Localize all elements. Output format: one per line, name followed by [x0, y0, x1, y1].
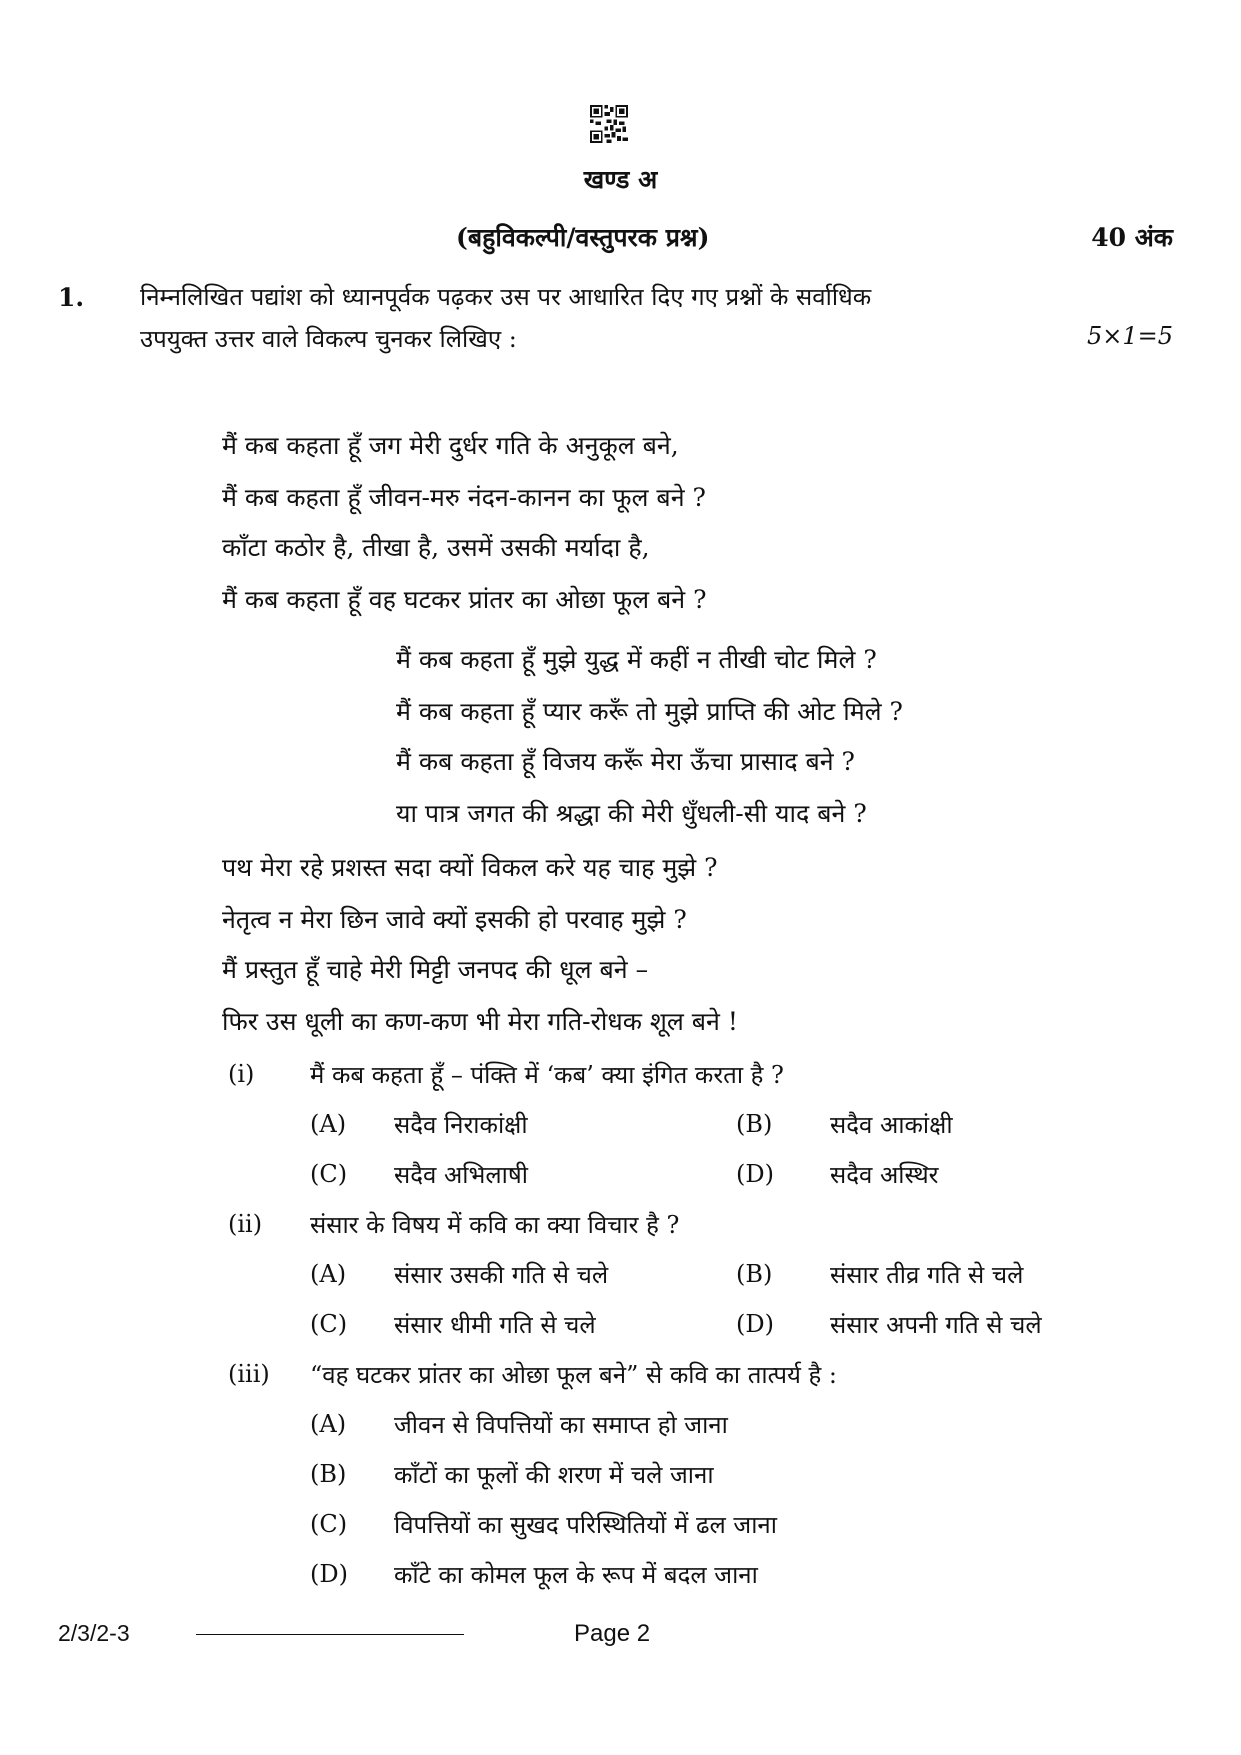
- option-text: सदैव अस्थिर: [830, 1161, 939, 1189]
- option-label: (B): [736, 1260, 773, 1288]
- option-text: सदैव अभिलाषी: [394, 1161, 528, 1189]
- option-label: (C): [310, 1510, 348, 1538]
- question-text-line: उपयुक्त उत्तर वाले विकल्प चुनकर लिखिए :: [140, 325, 517, 353]
- poem-line: मैं प्रस्तुत हूँ चाहे मेरी मिट्टी जनपद की धूल बने –: [222, 955, 649, 984]
- option-label: (A): [310, 1410, 347, 1438]
- qr-code: [590, 104, 628, 144]
- option-label: (D): [310, 1560, 348, 1588]
- poem-line: मैं कब कहता हूँ मुझे युद्ध में कहीं न तीखी चोट मिले ?: [396, 645, 877, 674]
- section-marks: 40 अंक: [1091, 223, 1173, 252]
- question-number: 1.: [58, 283, 85, 312]
- section-subtitle: (बहुविकल्पी/वस्तुपरक प्रश्न): [456, 223, 710, 252]
- poem-line: या पात्र जगत की श्रद्धा की मेरी धुँधली-सी याद बने ?: [396, 799, 867, 828]
- option-text: सदैव निराकांक्षी: [394, 1111, 528, 1139]
- option-text: काँटे का कोमल फूल के रूप में बदल जाना: [394, 1561, 758, 1589]
- subquestion-label: (ii): [228, 1210, 263, 1238]
- option-label: (C): [310, 1160, 348, 1188]
- question-text-line: निम्नलिखित पद्यांश को ध्यानपूर्वक पढ़कर उस पर आधारित दिए गए प्रश्नों के सर्वाधिक: [140, 283, 872, 311]
- poem-line: मैं कब कहता हूँ विजय करूँ मेरा ऊँचा प्रासाद बने ?: [396, 747, 855, 776]
- paper-code: 2/3/2-3: [58, 1620, 130, 1646]
- poem-line: नेतृत्व न मेरा छिन जावे क्यों इसकी हो परवाह मुझे ?: [222, 905, 687, 934]
- poem-line: पथ मेरा रहे प्रशस्त सदा क्यों विकल करे यह चाह मुझे ?: [222, 853, 718, 882]
- subquestion-text: “वह घटकर प्रांतर का ओछा फूल बने” से कवि का तात्पर्य है :: [310, 1361, 838, 1389]
- poem-line: फिर उस धूली का कण-कण भी मेरा गति-रोधक शूल बने !: [222, 1007, 738, 1036]
- option-label: (A): [310, 1260, 347, 1288]
- option-label: (A): [310, 1110, 347, 1138]
- poem-line: मैं कब कहता हूँ प्यार करूँ तो मुझे प्राप्ति की ओट मिले ?: [396, 697, 903, 726]
- poem-line: मैं कब कहता हूँ जग मेरी दुर्धर गति के अनुकूल बने,: [222, 431, 679, 460]
- option-text: संसार अपनी गति से चले: [830, 1311, 1042, 1339]
- section-title: खण्ड अ: [583, 165, 658, 194]
- option-label: (B): [736, 1110, 773, 1138]
- subquestion-text: मैं कब कहता हूँ – पंक्ति में ‘कब’ क्या इंगित करता है ?: [310, 1061, 784, 1089]
- poem-line: काँटा कठोर है, तीखा है, उसमें उसकी मर्यादा है,: [222, 533, 650, 562]
- option-text: जीवन से विपत्तियों का समाप्त हो जाना: [394, 1411, 728, 1439]
- subquestion-label: (iii): [228, 1360, 270, 1388]
- option-label: (D): [736, 1310, 774, 1338]
- option-text: संसार तीव्र गति से चले: [830, 1261, 1024, 1289]
- option-text: संसार धीमी गति से चले: [394, 1311, 596, 1339]
- footer-divider: [196, 1634, 464, 1635]
- option-label: (B): [310, 1460, 347, 1488]
- page-number: Page 2: [574, 1620, 651, 1647]
- option-label: (C): [310, 1310, 348, 1338]
- subquestion-text: संसार के विषय में कवि का क्या विचार है ?: [310, 1211, 680, 1239]
- subquestion-label: (i): [228, 1060, 255, 1088]
- poem-line: मैं कब कहता हूँ जीवन-मरु नंदन-कानन का फूल बने ?: [222, 483, 706, 512]
- option-text: काँटों का फूलों की शरण में चले जाना: [394, 1461, 714, 1489]
- option-text: सदैव आकांक्षी: [830, 1111, 953, 1139]
- option-label: (D): [736, 1160, 774, 1188]
- marks-allocation: 5×1=5: [1086, 322, 1173, 350]
- poem-line: मैं कब कहता हूँ वह घटकर प्रांतर का ओछा फूल बने ?: [222, 585, 707, 614]
- option-text: संसार उसकी गति से चले: [394, 1261, 609, 1289]
- option-text: विपत्तियों का सुखद परिस्थितियों में ढल जाना: [394, 1511, 777, 1539]
